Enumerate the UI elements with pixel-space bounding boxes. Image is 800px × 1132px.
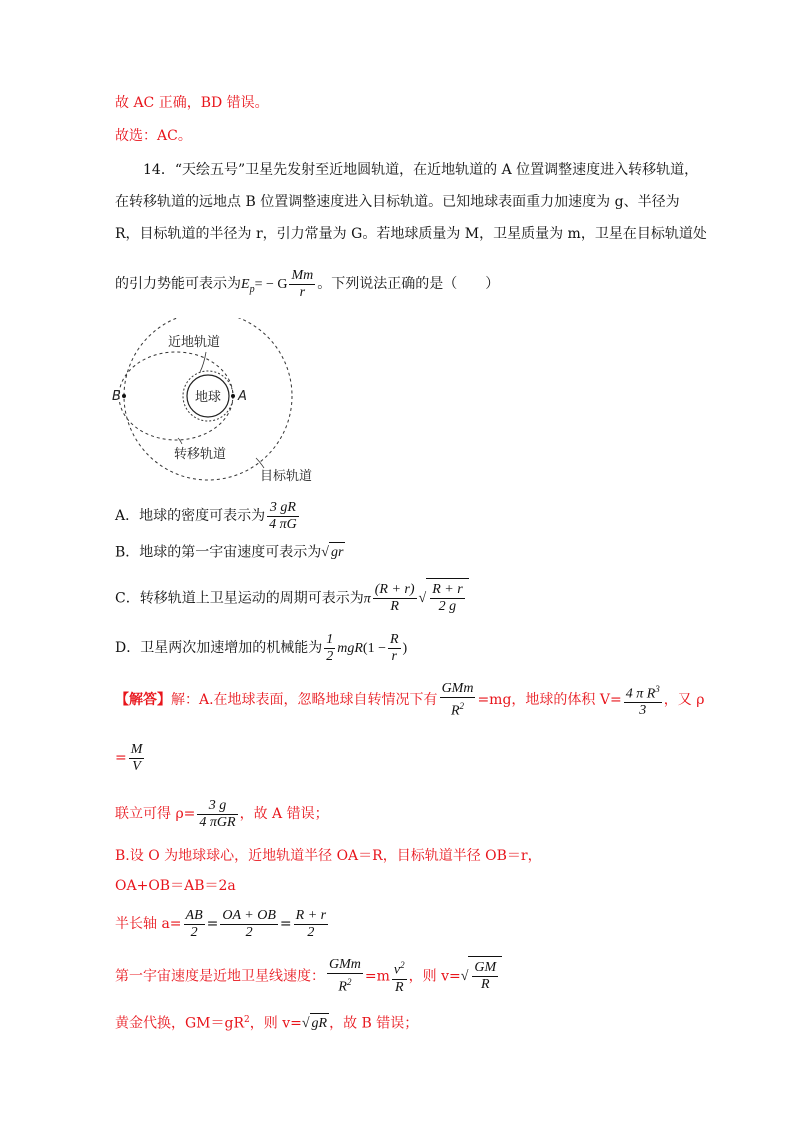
option-b: B．地球的第一宇宙速度可表示为√ gr	[115, 542, 345, 563]
earth-label: 地球	[194, 390, 222, 405]
question-line-4	[115, 266, 499, 308]
answer-line-b2: OA+OB＝AB＝2a	[115, 878, 236, 894]
answer-line-b5: 黄金代换，$GM=gR^2$，则 v=√ gR ，故 B 错误；	[115, 1010, 418, 1034]
question-line-1	[143, 160, 698, 180]
prev-choice: 故选：AC。	[115, 128, 192, 144]
orbit-diagram	[110, 318, 340, 498]
question-text-4-pre: 的引力势能可表示为	[115, 276, 241, 292]
answer-label: 【解答】	[115, 692, 171, 708]
answer-line-a2: = $\frac{M}{V}$	[115, 741, 143, 774]
near-orbit-label: 近地轨道	[168, 335, 221, 350]
answer-line-b1: B.设 O 为地球球心，近地轨道半径 OA＝R，目标轨道半径 OB＝r，	[115, 848, 542, 864]
near-orbit-pointer	[200, 352, 206, 372]
question-text-1: “天绘五号”卫星先发射至近地圆轨道，在近地轨道的 A 位置调整速度进入转移轨道，	[174, 162, 699, 178]
question-line-2: 在转移轨道的远地点 B 位置调整速度进入目标轨道。已知地球表面重力加速度为 g、半径为	[115, 194, 680, 210]
point-a-dot	[231, 394, 235, 398]
transfer-orbit-pointer	[178, 438, 182, 444]
point-b-label: B	[112, 389, 121, 404]
option-d: D．卫星两次加速增加的机械能为 $\frac{1}{2}$ mgR(1 − $\frac{R}{r}$ )	[115, 631, 408, 664]
point-a-label: A	[238, 389, 247, 404]
option-a: A．地球的密度可表示为 $\frac{3 gR}{4 \pi G}$	[115, 499, 297, 532]
question-line-3: R，目标轨道的半径为 r，引力常量为 G。若地球质量为 M，卫星质量为 m，卫星在目标轨道处	[115, 226, 707, 242]
answer-line-b3: 半长轴 a= $\frac{AB}{2}$ = $\frac{OA + OB}{2}$ = $\frac{R + r}{2}$	[115, 907, 327, 940]
potential-energy-formula: $E_p= - G$ $\frac{Mm}{r}$	[241, 268, 314, 301]
target-orbit-label: 目标轨道	[260, 469, 313, 484]
transfer-orbit-label: 转移轨道	[174, 447, 227, 462]
question-number: 14．	[143, 162, 175, 178]
answer-line-b4: 第一宇宙速度是近地卫星线速度： $\frac{\text{GMm}}{R^2}$ =m $\frac{v^2}{R}$ ，则 v=√ $\frac{GM}{R}$	[115, 956, 502, 997]
option-c: C．转移轨道上卫星运动的周期可表示为π $\frac{(R + r)}{R}$ √ $\frac{R + r}{2 g}$	[115, 578, 469, 620]
question-text-4-post: 。下列说法正确的是（ ）	[317, 276, 500, 292]
point-b-dot	[122, 394, 126, 398]
prev-conclusion: 故 AC 正确，BD 错误。	[115, 95, 269, 111]
answer-line-a3: 联立可得 ρ= $\frac{3 g}{\text{4 πGR}}$ ，故 A 错误；	[115, 797, 329, 830]
answer-line-a1: 【解答】解：A.在地球表面，忽略地球自转情况下有 $\frac{\text{GMm}}{R^2}$ =mg，地球的体积 V= $\frac{4 \pi R^3}{3}$ ，又 ρ	[115, 680, 705, 719]
